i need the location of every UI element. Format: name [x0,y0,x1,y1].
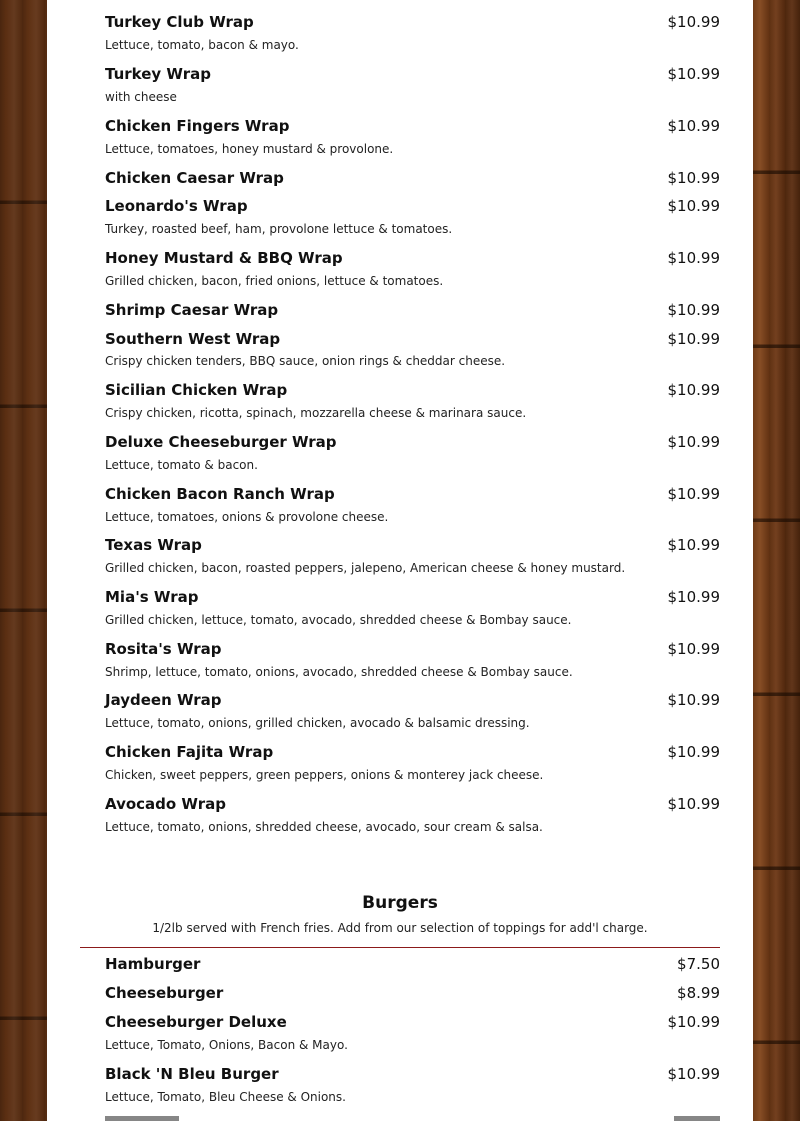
item-price: $10.99 [667,13,720,31]
item-description: Lettuce, Tomato, Bleu Cheese & Onions. [105,1090,346,1104]
item-description: Grilled chicken, bacon, fried onions, lettuce & tomatoes. [105,274,444,288]
item-price: $10.99 [667,301,720,319]
item-price: $10.99 [667,691,720,709]
item-description: Crispy chicken tenders, BBQ sauce, onion rings & cheddar cheese. [105,354,506,368]
item-name: Turkey Club Wrap [105,13,254,31]
item-description: Lettuce, tomato & bacon. [105,458,258,472]
item-name: Sicilian Chicken Wrap [105,381,288,399]
item-name: Shrimp Caesar Wrap [105,301,279,319]
item-price: $10.99 [667,197,720,215]
item-name: Jaydeen Wrap [105,691,222,709]
item-description: Crispy chicken, ricotta, spinach, mozzarella cheese & marinara sauce. [105,406,527,420]
item-price: $10.99 [667,485,720,503]
item-description: Chicken, sweet peppers, green peppers, onions & monterey jack cheese. [105,768,544,782]
item-price: $10.99 [667,65,720,83]
item-description: Grilled chicken, bacon, roasted peppers, jalepeno, American cheese & honey mustard. [105,561,626,575]
menu-page [47,0,753,1121]
item-price: $10.99 [667,743,720,761]
item-name: Chicken Fajita Wrap [105,743,274,761]
item-price: $10.99 [667,640,720,658]
section-subtitle-burgers: 1/2lb served with French fries. Add from our selection of toppings for add'l charge. [152,921,648,935]
item-name: Avocado Wrap [105,795,226,813]
section-divider [80,947,720,948]
item-description: Lettuce, tomatoes, onions & provolone cheese. [105,510,389,524]
item-price: $10.99 [667,381,720,399]
item-price: $10.99 [667,588,720,606]
cut-off-item [105,1116,720,1121]
item-name: Texas Wrap [105,536,202,554]
item-description: Grilled chicken, lettuce, tomato, avocado, shredded cheese & Bombay sauce. [105,613,572,627]
item-description: Shrimp, lettuce, tomato, onions, avocado, shredded cheese & Bombay sauce. [105,665,573,679]
item-name: Southern West Wrap [105,330,281,348]
item-name: Cheeseburger Deluxe [105,1013,287,1031]
item-price: $10.99 [667,795,720,813]
item-name: Chicken Caesar Wrap [105,169,284,187]
item-name: Hamburger [105,955,201,973]
item-name: Chicken Bacon Ranch Wrap [105,485,335,503]
section-title-burgers: Burgers [362,893,438,913]
item-description: with cheese [105,90,177,104]
item-name: Turkey Wrap [105,65,211,83]
item-price: $10.99 [667,433,720,451]
item-price: $10.99 [667,536,720,554]
item-price: $8.99 [677,984,720,1002]
item-description: Lettuce, tomato, bacon & mayo. [105,38,299,52]
item-price: $10.99 [667,1013,720,1031]
item-price: $10.99 [667,330,720,348]
item-price: $10.99 [667,1065,720,1083]
item-price: $10.99 [667,249,720,267]
item-name: Black 'N Bleu Burger [105,1065,279,1083]
item-name: Chicken Fingers Wrap [105,117,290,135]
item-description: Turkey, roasted beef, ham, provolone lettuce & tomatoes. [105,222,453,236]
item-description: Lettuce, tomato, onions, shredded cheese, avocado, sour cream & salsa. [105,820,543,834]
wood-background-right [753,0,800,1121]
item-description: Lettuce, Tomato, Onions, Bacon & Mayo. [105,1038,348,1052]
item-name: Rosita's Wrap [105,640,222,658]
item-name: Leonardo's Wrap [105,197,248,215]
item-price: $10.99 [667,117,720,135]
item-price: $10.99 [667,169,720,187]
item-price: $7.50 [677,955,720,973]
item-description: Lettuce, tomato, onions, grilled chicken, avocado & balsamic dressing. [105,716,530,730]
item-name: Cheeseburger [105,984,224,1002]
item-name: Mia's Wrap [105,588,199,606]
item-name: Honey Mustard & BBQ Wrap [105,249,343,267]
item-name: Deluxe Cheeseburger Wrap [105,433,337,451]
item-description: Lettuce, tomatoes, honey mustard & provolone. [105,142,394,156]
